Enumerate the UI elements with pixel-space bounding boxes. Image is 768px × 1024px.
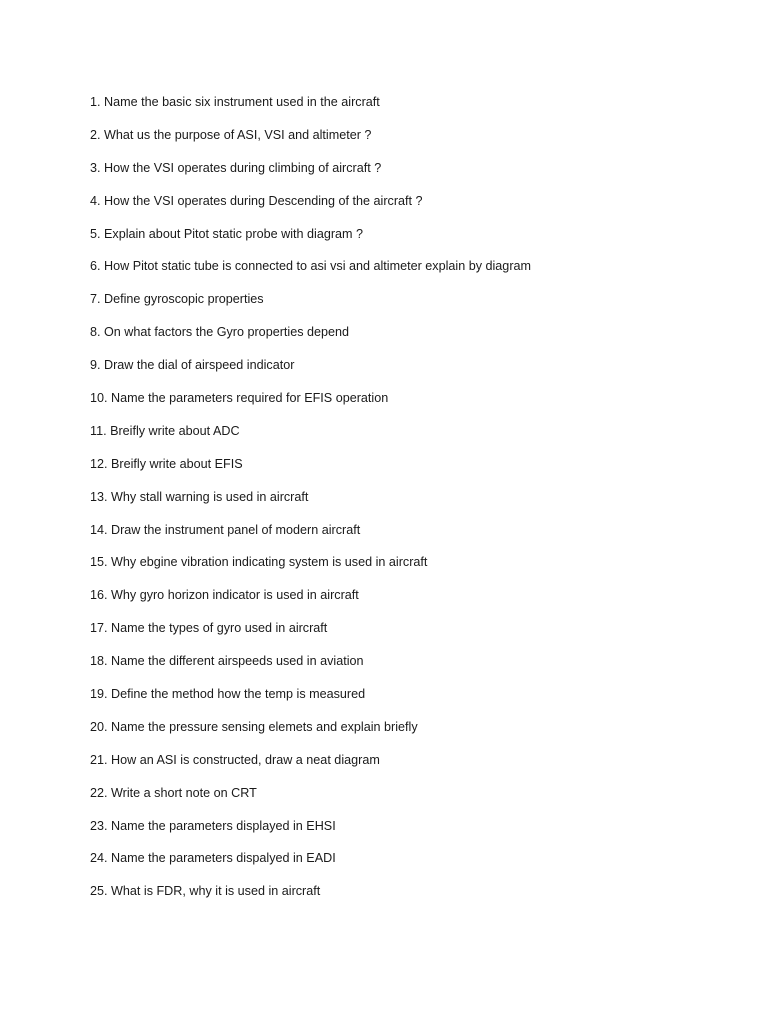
question-item: 4. How the VSI operates during Descending of the aircraft ?	[90, 193, 423, 208]
question-item: 7. Define gyroscopic properties	[90, 292, 264, 307]
question-item: 10. Name the parameters required for EFIS operation	[90, 391, 389, 406]
question-item: 3. How the VSI operates during climbing of aircraft ?	[90, 160, 382, 175]
question-item: 13. Why stall warning is used in aircraft	[90, 489, 309, 504]
question-item: 16. Why gyro horizon indicator is used in aircraft	[90, 588, 359, 603]
question-item: 15. Why ebgine vibration indicating system is used in aircraft	[90, 555, 428, 570]
question-item: 14. Draw the instrument panel of modern aircraft	[90, 522, 361, 537]
question-item: 11. Breifly write about ADC	[90, 423, 240, 438]
question-list	[90, 93, 730, 915]
question-item: 5. Explain about Pitot static probe with diagram ?	[90, 226, 364, 241]
question-item: 21. How an ASI is constructed, draw a neat diagram	[90, 752, 380, 767]
question-item: 6. How Pitot static tube is connected to asi vsi and altimeter explain by diagram	[90, 259, 532, 274]
question-item: 22. Write a short note on CRT	[90, 785, 257, 800]
question-item: 18. Name the different airspeeds used in aviation	[90, 654, 364, 669]
question-item: 17. Name the types of gyro used in aircraft	[90, 621, 328, 636]
question-item: 24. Name the parameters dispalyed in EADI	[90, 851, 336, 866]
question-item: 19. Define the method how the temp is measured	[90, 687, 366, 702]
question-item: 1. Name the basic six instrument used in the aircraft	[90, 95, 380, 109]
question-item: 9. Draw the dial of airspeed indicator	[90, 358, 295, 373]
question-item: 2. What us the purpose of ASI, VSI and altimeter ?	[90, 127, 372, 142]
question-item: 12. Breifly write about EFIS	[90, 456, 243, 471]
question-item: 8. On what factors the Gyro properties depend	[90, 325, 350, 340]
question-item: 20. Name the pressure sensing elemets and explain briefly	[90, 719, 418, 734]
question-item: 25. What is FDR, why it is used in aircraft	[90, 884, 321, 899]
question-item: 23. Name the parameters displayed in EHSI	[90, 818, 336, 833]
